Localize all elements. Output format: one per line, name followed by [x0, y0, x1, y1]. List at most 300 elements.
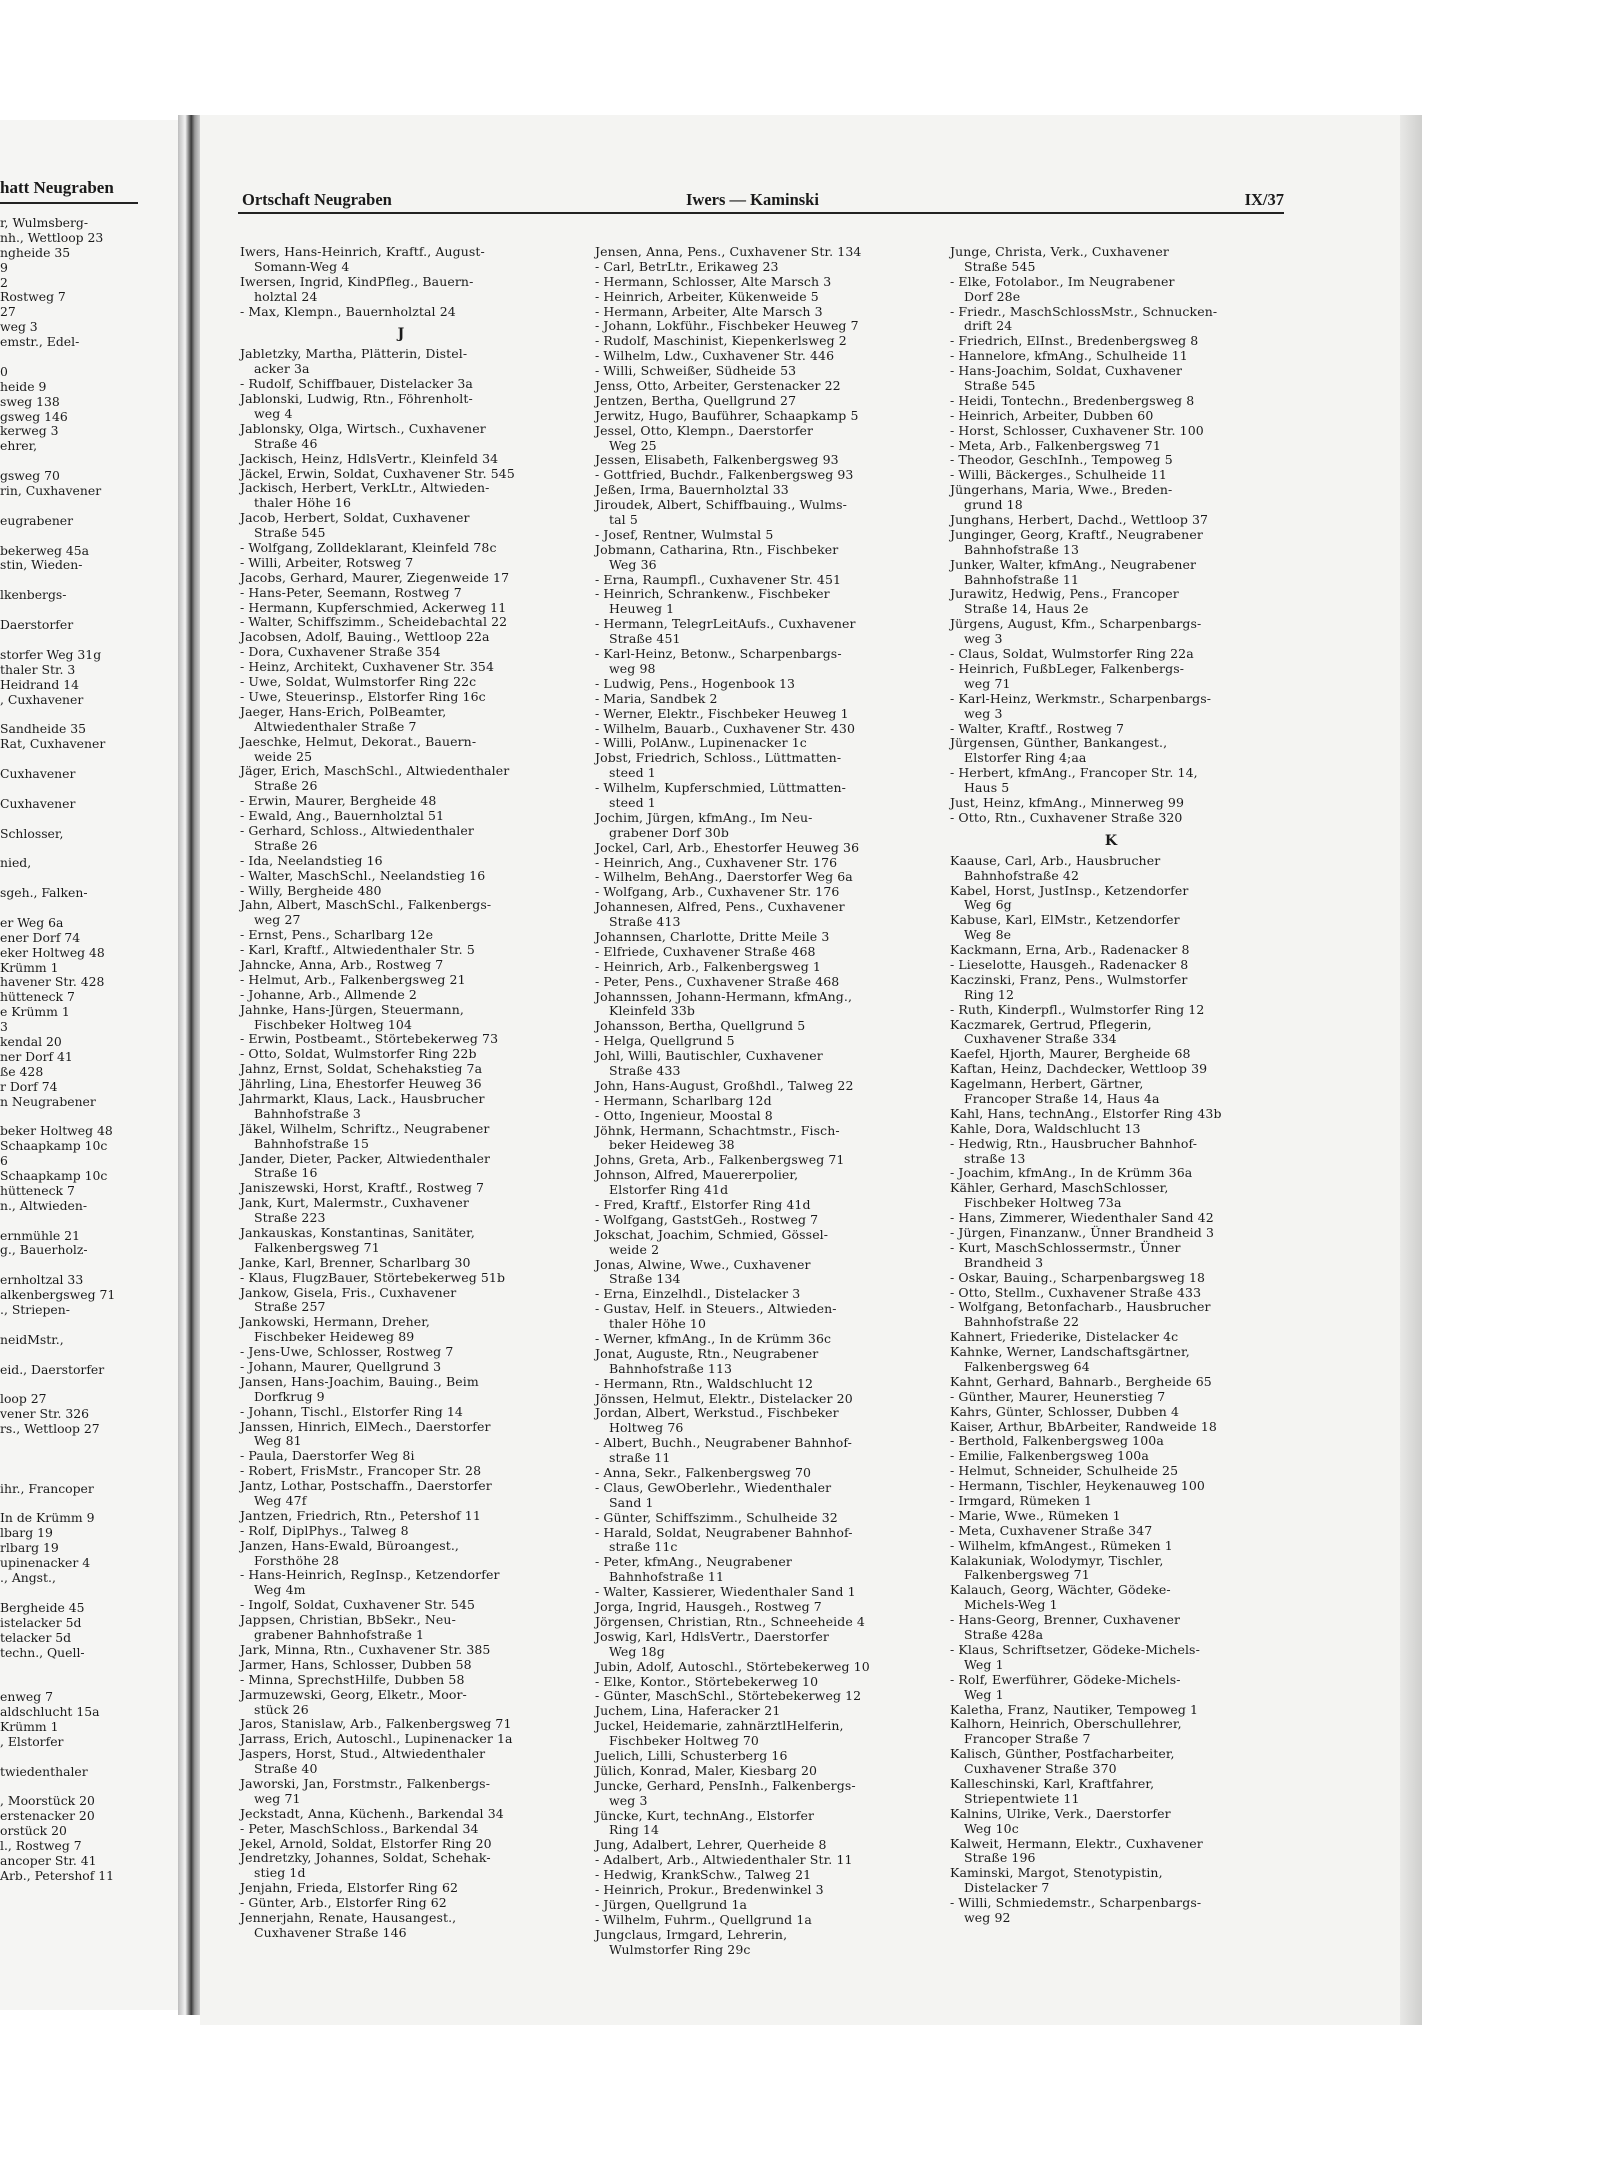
entry-continuation: weg 71: [254, 1790, 301, 1806]
directory-entry: Juncke, Gerhard, PensInh., Falkenbergs-: [595, 1777, 856, 1793]
left-fragment-line: Schlosser,: [0, 825, 64, 841]
entry-continuation: beker Heideweg 38: [609, 1137, 735, 1153]
left-fragment-line: [0, 603, 140, 618]
directory-entry: Kaiser, Arthur, BbArbeiter, Randweide 18: [950, 1418, 1217, 1434]
directory-entry: Kagelmann, Herbert, Gärtner,: [950, 1076, 1144, 1092]
entry-continuation: Francoper Straße 14, Haus 4a: [964, 1090, 1160, 1106]
entry-continuation: Distelacker 7: [964, 1880, 1050, 1896]
left-fragment-line: orstück 20: [0, 1823, 67, 1839]
page-edge: [1400, 115, 1422, 2025]
entry-continuation: weg 98: [609, 660, 656, 676]
directory-entry: Kalauch, Georg, Wächter, Gödeke-: [950, 1582, 1171, 1598]
directory-entry: Jendretzky, Johannes, Soldat, Schehak-: [240, 1850, 491, 1866]
directory-entry: - Otto, Ingenieur, Moostal 8: [595, 1107, 773, 1123]
directory-entry: - Heinrich, Ang., Cuxhavener Str. 176: [595, 854, 838, 870]
directory-entry: Kahrs, Günter, Schlosser, Dubben 4: [950, 1403, 1179, 1419]
directory-column-3: [950, 245, 1272, 1945]
left-fragment-line: Cuxhavener: [0, 765, 76, 781]
directory-entry: Jarmer, Hans, Schlosser, Dubben 58: [240, 1656, 472, 1672]
directory-entry: - Claus, Soldat, Wulmstorfer Ring 22a: [950, 646, 1194, 662]
directory-entry: Jahnke, Hans-Jürgen, Steuermann,: [240, 1001, 464, 1017]
directory-entry: - Gottfried, Buchdr., Falkenbergsweg 93: [595, 467, 854, 483]
directory-entry: John, Hans-August, Großhdl., Talweg 22: [595, 1077, 854, 1093]
left-fragment-line: [0, 1675, 140, 1690]
directory-entry: Jablonsky, Olga, Wirtsch., Cuxhavener: [240, 420, 486, 436]
directory-entry: - Heinz, Architekt, Cuxhavener Str. 354: [240, 659, 495, 675]
directory-entry: - Theodor, GeschInh., Tempoweg 5: [950, 452, 1173, 468]
directory-entry: Kaczmarek, Gertrud, Pflegerin,: [950, 1016, 1152, 1032]
entry-continuation: Straße 413: [609, 914, 681, 930]
left-fragment-line: hütteneck 7: [0, 989, 75, 1005]
directory-entry: Jank, Kurt, Malermstr., Cuxhavener: [240, 1195, 469, 1211]
left-fragment-line: Sandheide 35: [0, 721, 87, 737]
left-fragment-line: [0, 499, 140, 514]
left-page-text: [0, 216, 140, 1884]
directory-entry: Kahnert, Friederike, Distelacker 4c: [950, 1329, 1179, 1345]
directory-entry: - Walter, MaschSchl., Neelandstieg 16: [240, 867, 486, 883]
left-page-header: hatt Neugraben: [0, 178, 114, 197]
directory-entry: - Gustav, Helf. in Steuers., Altwieden-: [595, 1301, 837, 1317]
directory-entry: - Minna, SprechstHilfe, Dubben 58: [240, 1671, 465, 1687]
directory-entry: - Jürgen, Quellgrund 1a: [595, 1896, 748, 1912]
directory-entry: Jarrass, Erich, Autoschl., Lupinenacker 1a: [240, 1731, 513, 1747]
directory-entry: - Hedwig, Rtn., Hausbrucher Bahnhof-: [950, 1135, 1198, 1151]
entry-continuation: Weg 1: [964, 1686, 1004, 1702]
left-fragment-line: twiedenthaler: [0, 1763, 88, 1779]
directory-entry: Jappsen, Christian, BbSekr., Neu-: [240, 1612, 456, 1628]
entry-continuation: Bahnhofstraße 11: [964, 571, 1080, 587]
left-fragment-line: Rat, Cuxhavener: [0, 736, 106, 752]
directory-entry: - Rolf, DiplPhys., Talweg 8: [240, 1522, 409, 1538]
left-fragment-line: [0, 752, 140, 767]
directory-entry: Jacobsen, Adolf, Bauing., Wettloop 22a: [240, 629, 490, 645]
left-fragment-line: gsweg 146: [0, 408, 68, 424]
directory-entry: Jahncke, Anna, Arb., Rostweg 7: [240, 956, 444, 972]
directory-entry: Jeßen, Irma, Bauernholztal 33: [595, 482, 789, 498]
left-fragment-line: techn., Quell-: [0, 1644, 85, 1660]
directory-entry: - Karl, Kraftf., Altwiedenthaler Str. 5: [240, 942, 475, 958]
directory-entry: Jungclaus, Irmgard, Lehrerin,: [595, 1926, 788, 1942]
directory-entry: Kaczinski, Franz, Pens., Wulmstorfer: [950, 971, 1188, 987]
entry-continuation: Straße 451: [609, 631, 681, 647]
directory-entry: - Maria, Sandbek 2: [595, 690, 718, 706]
entry-continuation: Cuxhavener Straße 334: [964, 1031, 1117, 1047]
entry-continuation: Michels-Weg 1: [964, 1597, 1058, 1613]
entry-continuation: Elstorfer Ring 4;aa: [964, 750, 1087, 766]
left-fragment-line: , Moorstück 20: [0, 1793, 95, 1809]
directory-entry: Iwersen, Ingrid, KindPfleg., Bauern-: [240, 273, 474, 289]
directory-entry: - Hermann, TelegrLeitAufs., Cuxhavener: [595, 616, 856, 632]
directory-entry: - Herbert, kfmAng., Francoper Str. 14,: [950, 765, 1198, 781]
left-fragment-line: Arb., Petershof 11: [0, 1867, 115, 1883]
entry-continuation: Forsthöhe 28: [254, 1552, 340, 1568]
entry-continuation: grund 18: [964, 497, 1023, 513]
left-fragment-line: Rostweg 7: [0, 289, 66, 305]
entry-continuation: Falkenbergsweg 71: [964, 1567, 1090, 1583]
entry-continuation: stück 26: [254, 1701, 309, 1717]
entry-continuation: weg 4: [254, 406, 293, 422]
left-fragment-line: [0, 1377, 140, 1392]
directory-entry: Jürgensen, Günther, Bankangest.,: [950, 735, 1168, 751]
directory-entry: - Willi, PolAnw., Lupinenacker 1c: [595, 735, 807, 751]
directory-entry: Juelich, Lilli, Schusterberg 16: [595, 1747, 788, 1763]
directory-entry: - Willi, Schweißer, Südheide 53: [595, 363, 797, 379]
left-fragment-line: ner Dorf 41: [0, 1048, 73, 1064]
entry-continuation: Haus 5: [964, 780, 1010, 796]
directory-entry: Jöhnk, Hermann, Schachtmstr., Fisch-: [595, 1122, 840, 1138]
left-fragment-line: [0, 707, 140, 722]
directory-entry: Jenss, Otto, Arbeiter, Gerstenacker 22: [595, 378, 841, 394]
directory-entry: - Rolf, Ewerführer, Gödeke-Michels-: [950, 1671, 1181, 1687]
directory-entry: Kalakuniak, Wolodymyr, Tischler,: [950, 1552, 1164, 1568]
entry-continuation: Striepentwiete 11: [964, 1790, 1080, 1806]
directory-entry: Jessen, Elisabeth, Falkenbergsweg 93: [595, 452, 839, 468]
entry-continuation: Elstorfer Ring 41d: [609, 1182, 729, 1198]
directory-entry: Jankow, Gisela, Fris., Cuxhavener: [240, 1284, 457, 1300]
directory-entry: - Hans, Zimmerer, Wiedenthaler Sand 42: [950, 1210, 1214, 1226]
directory-entry: Jonat, Auguste, Rtn., Neugrabener: [595, 1345, 819, 1361]
directory-entry: Jacob, Herbert, Soldat, Cuxhavener: [240, 510, 470, 526]
directory-entry: - Werner, Elektr., Fischbeker Heuweg 1: [595, 705, 849, 721]
directory-entry: - Hermann, Tischler, Heykenauweg 100: [950, 1478, 1205, 1494]
left-fragment-line: ernholtzal 33: [0, 1272, 84, 1288]
entry-continuation: weg 3: [609, 1792, 648, 1808]
directory-entry: Janssen, Hinrich, ElMech., Daerstorfer: [240, 1418, 491, 1434]
left-fragment-line: lkenbergs-: [0, 587, 67, 603]
directory-entry: - Wilhelm, BehAng., Daerstorfer Weg 6a: [595, 869, 853, 885]
directory-entry: - Elke, Fotolabor., Im Neugrabener: [950, 273, 1175, 289]
directory-entry: - Günter, MaschSchl., Störtebekerweg 12: [595, 1688, 862, 1704]
entry-continuation: weg 3: [964, 705, 1003, 721]
left-fragment-line: In de Krümm 9: [0, 1510, 95, 1526]
directory-entry: Johns, Greta, Arb., Falkenbergsweg 71: [595, 1152, 845, 1168]
left-fragment-line: n., Altwieden-: [0, 1197, 88, 1213]
directory-entry: Jülich, Konrad, Maler, Kiesbarg 20: [595, 1762, 818, 1778]
directory-entry: Jaworski, Jan, Forstmstr., Falkenbergs-: [240, 1775, 491, 1791]
entry-continuation: Weg 25: [609, 437, 657, 453]
directory-entry: - Claus, GewOberlehr., Wiedenthaler: [595, 1479, 832, 1495]
directory-entry: - Wolfgang, GaststGeh., Rostweg 7: [595, 1211, 819, 1227]
directory-entry: Jaspers, Horst, Stud., Altwiedenthaler: [240, 1746, 486, 1762]
directory-entry: - Ruth, Kinderpfl., Wulmstorfer Ring 12: [950, 1001, 1205, 1017]
entry-continuation: holztal 24: [254, 288, 318, 304]
directory-entry: - Heinrich, Arbeiter, Dubben 60: [950, 407, 1154, 423]
directory-entry: - Anna, Sekr., Falkenbergsweg 70: [595, 1465, 812, 1481]
directory-entry: - Carl, BetrLtr., Erikaweg 23: [595, 258, 779, 274]
directory-entry: Jährling, Lina, Ehestorfer Heuweg 36: [240, 1076, 482, 1092]
left-fragment-line: alkenbergsweg 71: [0, 1287, 116, 1303]
directory-entry: - Hedwig, KrankSchw., Talweg 21: [595, 1867, 812, 1883]
entry-continuation: Heuweg 1: [609, 601, 675, 617]
directory-entry: - Hans-Joachim, Soldat, Cuxhavener: [950, 363, 1183, 379]
entry-continuation: Bahnhofstraße 15: [254, 1135, 370, 1151]
left-fragment-line: nh., Wettloop 23: [0, 229, 104, 245]
entry-continuation: Ring 12: [964, 986, 1015, 1002]
left-fragment-line: telacker 5d: [0, 1629, 72, 1645]
directory-entry: Kaletha, Franz, Nautiker, Tempoweg 1: [950, 1701, 1199, 1717]
page-header: [238, 186, 1284, 212]
directory-entry: Jäkel, Wilhelm, Schriftz., Neugrabener: [240, 1120, 490, 1136]
entry-continuation: Straße 223: [254, 1210, 326, 1226]
directory-entry: Jorga, Ingrid, Hausgeh., Rostweg 7: [595, 1599, 822, 1615]
entry-continuation: Weg 47f: [254, 1493, 307, 1509]
directory-entry: Jiroudek, Albert, Schiffbauing., Wulms-: [595, 497, 847, 513]
directory-entry: - Otto, Rtn., Cuxhavener Straße 320: [950, 809, 1183, 825]
directory-entry: - Willy, Bergheide 480: [240, 882, 382, 898]
directory-entry: Jahn, Albert, MaschSchl., Falkenbergs-: [240, 897, 492, 913]
directory-entry: - Albert, Buchh., Neugrabener Bahnhof-: [595, 1435, 852, 1451]
directory-entry: Jerwitz, Hugo, Bauführer, Schaapkamp 5: [595, 407, 859, 423]
entry-continuation: Fischbeker Holtweg 70: [609, 1733, 759, 1749]
entry-continuation: Straße 16: [254, 1165, 318, 1181]
directory-entry: - Uwe, Soldat, Wulmstorfer Ring 22c: [240, 674, 477, 690]
directory-entry: - Heinrich, Prokur., Bredenwinkel 3: [595, 1881, 824, 1897]
directory-entry: - Wolfgang, Zolldeklarant, Kleinfeld 78c: [240, 540, 497, 556]
directory-entry: Kalnins, Ulrike, Verk., Daerstorfer: [950, 1805, 1171, 1821]
directory-entry: - Lieselotte, Hausgeh., Radenacker 8: [950, 956, 1189, 972]
directory-entry: Kahnke, Werner, Landschaftsgärtner,: [950, 1344, 1190, 1360]
directory-entry: - Helga, Quellgrund 5: [595, 1033, 735, 1049]
directory-entry: - Werner, kfmAng., In de Krümm 36c: [595, 1331, 832, 1347]
left-fragment-line: nied,: [0, 855, 32, 871]
entry-continuation: Kleinfeld 33b: [609, 1003, 695, 1019]
entry-continuation: Weg 8e: [964, 927, 1012, 943]
entry-continuation: Straße 257: [254, 1299, 326, 1315]
directory-entry: Jürgens, August, Kfm., Scharpenbargs-: [950, 616, 1202, 632]
left-fragment-line: ernmühle 21: [0, 1227, 80, 1243]
directory-entry: - Wilhelm, Kupferschmied, Lüttmatten-: [595, 780, 846, 796]
left-fragment-line: [0, 812, 140, 827]
header-name-range: Iwers — Kaminski: [686, 190, 819, 209]
directory-entry: - Willi, Arbeiter, Rotsweg 7: [240, 554, 414, 570]
directory-entry: - Otto, Stellm., Cuxhavener Straße 433: [950, 1284, 1202, 1300]
left-fragment-line: storfer Weg 31g: [0, 646, 102, 662]
entry-continuation: Straße 545: [964, 258, 1036, 274]
directory-entry: Jaeger, Hans-Erich, PolBeamter,: [240, 703, 447, 719]
left-fragment-line: 27: [0, 304, 16, 320]
directory-entry: - Friedrich, ElInst., Bredenbergsweg 8: [950, 333, 1199, 349]
directory-entry: Jansen, Hans-Joachim, Bauing., Beim: [240, 1373, 479, 1389]
directory-entry: - Ingolf, Soldat, Cuxhavener Str. 545: [240, 1597, 476, 1613]
left-fragment-line: havener Str. 428: [0, 974, 105, 990]
left-fragment-line: hütteneck 7: [0, 1182, 75, 1198]
entry-continuation: Altwiedenthaler Straße 7: [254, 718, 417, 734]
directory-entry: - Emilie, Falkenbergsweg 100a: [950, 1448, 1149, 1464]
directory-entry: Jentzen, Bertha, Quellgrund 27: [595, 392, 797, 408]
directory-entry: - Peter, kfmAng., Neugrabener: [595, 1554, 793, 1570]
left-fragment-line: , Cuxhavener: [0, 691, 84, 707]
entry-continuation: Straße 134: [609, 1271, 681, 1287]
directory-entry: - Hermann, Rtn., Waldschlucht 12: [595, 1375, 814, 1391]
directory-entry: - Wilhelm, kfmAngest., Rümeken 1: [950, 1537, 1173, 1553]
left-fragment-line: emstr., Edel-: [0, 334, 80, 350]
entry-continuation: Weg 4m: [254, 1582, 306, 1598]
directory-entry: Junge, Christa, Verk., Cuxhavener: [950, 244, 1169, 259]
left-fragment-line: n Neugrabener: [0, 1093, 96, 1109]
entry-continuation: Bahnhofstraße 11: [609, 1569, 725, 1585]
directory-entry: - Erna, Raumpfl., Cuxhavener Str. 451: [595, 571, 842, 587]
directory-entry: Kalisch, Günther, Postfacharbeiter,: [950, 1746, 1175, 1762]
left-fragment-line: [0, 454, 140, 469]
entry-continuation: Bahnhofstraße 113: [609, 1360, 733, 1376]
entry-continuation: Bahnhofstraße 13: [964, 541, 1080, 557]
left-fragment-line: weg 3: [0, 319, 38, 335]
directory-entry: - Dora, Cuxhavener Straße 354: [240, 644, 441, 660]
left-fragment-line: ngheide 35: [0, 244, 71, 260]
directory-entry: - Johann, Tischl., Elstorfer Ring 14: [240, 1403, 463, 1419]
directory-entry: Jessel, Otto, Klempn., Daerstorfer: [595, 422, 814, 438]
directory-entry: Jensen, Anna, Pens., Cuxhavener Str. 134: [595, 244, 862, 259]
directory-entry: Kahle, Dora, Waldschlucht 13: [950, 1120, 1141, 1136]
entry-continuation: Holtweg 76: [609, 1420, 684, 1436]
directory-entry: Junker, Walter, kfmAng., Neugrabener: [950, 556, 1197, 572]
left-fragment-line: eugrabener: [0, 512, 74, 528]
left-fragment-line: l., Rostweg 7: [0, 1838, 82, 1854]
directory-entry: Jönssen, Helmut, Elektr., Distelacker 20: [595, 1390, 853, 1406]
directory-entry: - Elfriede, Cuxhavener Straße 468: [595, 943, 816, 959]
entry-continuation: Straße 26: [254, 837, 318, 853]
directory-entry: Jekel, Arnold, Soldat, Elstorfer Ring 20: [240, 1835, 492, 1851]
directory-entry: - Kurt, MaschSchlossermstr., Ünner: [950, 1239, 1181, 1255]
directory-entry: Iwers, Hans-Heinrich, Kraftf., August-: [240, 244, 485, 259]
entry-continuation: Weg 36: [609, 556, 657, 572]
entry-continuation: Somann-Weg 4: [254, 258, 350, 274]
directory-entry: - Heinrich, Schrankenw., Fischbeker: [595, 586, 830, 602]
left-fragment-line: r Dorf 74: [0, 1078, 58, 1094]
left-fragment-line: Daerstorfer: [0, 617, 74, 633]
directory-entry: - Erwin, Maurer, Bergheide 48: [240, 793, 437, 809]
entry-continuation: Weg 1: [964, 1656, 1004, 1672]
directory-entry: Kalhorn, Heinrich, Oberschullehrer,: [950, 1716, 1182, 1732]
directory-entry: - Meta, Cuxhavener Straße 347: [950, 1522, 1153, 1538]
left-fragment-line: ., Angst.,: [0, 1570, 56, 1586]
directory-column-2: [595, 244, 917, 1957]
directory-entry: Jochim, Jürgen, kfmAng., Im Neu-: [595, 809, 813, 825]
left-fragment-line: kerweg 3: [0, 423, 59, 439]
directory-entry: Jobmann, Catharina, Rtn., Fischbeker: [595, 541, 839, 557]
directory-entry: Jahrmarkt, Klaus, Lack., Hausbrucher: [240, 1090, 485, 1106]
left-page-fragment: [0, 120, 180, 2010]
directory-entry: Kalleschinski, Karl, Kraftfahrer,: [950, 1775, 1155, 1791]
left-fragment-line: rlbarg 19: [0, 1540, 59, 1556]
entry-continuation: drift 24: [964, 318, 1013, 334]
entry-continuation: Straße 545: [964, 378, 1036, 394]
left-fragment-line: neidMstr.,: [0, 1331, 64, 1347]
left-fragment-line: [0, 350, 140, 365]
left-fragment-line: [0, 1452, 140, 1467]
left-fragment-line: [0, 901, 140, 916]
left-fragment-line: kendal 20: [0, 1033, 62, 1049]
left-fragment-line: gsweg 70: [0, 468, 60, 484]
directory-entry: Johannesen, Alfred, Pens., Cuxhavener: [595, 899, 845, 915]
directory-entry: - Wilhelm, Ldw., Cuxhavener Str. 446: [595, 348, 835, 364]
entry-continuation: thaler Höhe 16: [254, 495, 352, 511]
entry-continuation: Straße 14, Haus 2e: [964, 601, 1089, 617]
directory-entry: - Rudolf, Maschinist, Kiepenkerlsweg 2: [595, 333, 847, 349]
left-fragment-line: loop 27: [0, 1391, 47, 1407]
left-fragment-line: [0, 1109, 140, 1124]
directory-entry: Jander, Dieter, Packer, Altwiedenthaler: [240, 1150, 491, 1166]
directory-entry: Johansson, Bertha, Quellgrund 5: [595, 1018, 806, 1034]
directory-entry: Jäger, Erich, MaschSchl., Altwiedenthaler: [240, 763, 510, 779]
directory-entry: - Hannelore, kfmAng., Schulheide 11: [950, 348, 1188, 364]
directory-entry: - Ida, Neelandstieg 16: [240, 852, 383, 868]
entry-continuation: Straße 545: [254, 525, 326, 541]
directory-entry: Jüncke, Kurt, technAng., Elstorfer: [595, 1807, 815, 1823]
entry-continuation: Weg 18g: [609, 1643, 665, 1659]
directory-entry: - Günter, Arb., Elstorfer Ring 62: [240, 1895, 447, 1911]
entry-continuation: steed 1: [609, 794, 656, 810]
left-fragment-line: [0, 1497, 140, 1512]
left-fragment-line: 0: [0, 363, 8, 379]
directory-entry: - Johann, Lokführ., Fischbeker Heuweg 7: [595, 318, 859, 334]
directory-entry: Jahnz, Ernst, Soldat, Schehakstieg 7a: [240, 1061, 483, 1077]
left-fragment-line: Cuxhavener: [0, 795, 76, 811]
entry-continuation: grabener Dorf 30b: [609, 824, 729, 840]
directory-entry: - Walter, Kassierer, Wiedenthaler Sand 1: [595, 1584, 856, 1600]
directory-entry: - Uwe, Steuerinsp., Elstorfer Ring 16c: [240, 688, 486, 704]
directory-entry: - Ewald, Ang., Bauernholztal 51: [240, 808, 445, 824]
directory-entry: - Erwin, Postbeamt., Störtebekerweg 73: [240, 1031, 499, 1047]
directory-entry: Jurawitz, Hedwig, Pens., Francoper: [950, 586, 1179, 602]
left-header-rule: [0, 202, 138, 204]
directory-entry: - Adalbert, Arb., Altwiedenthaler Str. 11: [595, 1852, 853, 1868]
directory-entry: - Paula, Daerstorfer Weg 8i: [240, 1448, 415, 1464]
directory-entry: Jablonski, Ludwig, Rtn., Föhrenholt-: [240, 391, 473, 407]
directory-entry: - Joachim, kfmAng., In de Krümm 36a: [950, 1165, 1193, 1181]
directory-entry: Johnson, Alfred, Mauererpolier,: [595, 1167, 799, 1183]
directory-entry: Juchem, Lina, Haferacker 21: [595, 1703, 781, 1719]
directory-entry: Jennerjahn, Renate, Hausangest.,: [240, 1909, 457, 1925]
directory-entry: Jobst, Friedrich, Schloss., Lüttmatten-: [595, 750, 842, 766]
entry-continuation: Straße 428a: [964, 1627, 1044, 1643]
directory-entry: Kackmann, Erna, Arb., Radenacker 8: [950, 942, 1190, 958]
left-fragment-line: ., Striepen-: [0, 1302, 70, 1318]
directory-entry: - Willi, Schmiedemstr., Scharpenbargs-: [950, 1895, 1202, 1911]
entry-continuation: Weg 10c: [964, 1820, 1019, 1836]
directory-entry: Juckel, Heidemarie, zahnärztlHelferin,: [595, 1718, 844, 1734]
entry-continuation: stieg 1d: [254, 1865, 306, 1881]
left-fragment-line: Bergheide 45: [0, 1599, 85, 1615]
left-fragment-line: 6: [0, 1153, 8, 1169]
directory-entry: Kaminski, Margot, Stenotypistin,: [950, 1865, 1163, 1881]
directory-entry: Junginger, Georg, Kraftf., Neugrabener: [950, 526, 1203, 542]
entry-continuation: weg 27: [254, 912, 301, 928]
directory-entry: Jantzen, Friedrich, Rtn., Petershof 11: [240, 1507, 481, 1523]
directory-entry: - Fred, Kraftf., Elstorfer Ring 41d: [595, 1197, 811, 1212]
entry-continuation: Straße 46: [254, 435, 318, 451]
entry-continuation: Wulmstorfer Ring 29c: [609, 1941, 751, 1957]
left-fragment-line: r, Wulmsberg-: [0, 215, 89, 230]
left-fragment-line: sweg 138: [0, 393, 60, 409]
directory-entry: - Jens-Uwe, Schlosser, Rostweg 7: [240, 1344, 454, 1360]
directory-entry: - Hans-Georg, Brenner, Cuxhavener: [950, 1612, 1181, 1628]
left-fragment-line: enweg 7: [0, 1689, 54, 1705]
header-locality: Ortschaft Neugraben: [242, 190, 392, 209]
directory-entry: Johannssen, Johann-Hermann, kfmAng.,: [595, 988, 853, 1004]
directory-entry: Jaros, Stanislaw, Arb., Falkenbergsweg 71: [240, 1716, 512, 1732]
left-fragment-line: Schaapkamp 10c: [0, 1138, 108, 1154]
left-fragment-line: vener Str. 326: [0, 1406, 90, 1422]
left-fragment-line: [0, 633, 140, 648]
directory-entry: Kalweit, Hermann, Elektr., Cuxhavener: [950, 1835, 1203, 1851]
directory-entry: Kaftan, Heinz, Dachdecker, Wettloop 39: [950, 1061, 1208, 1077]
entry-continuation: straße 11c: [609, 1539, 678, 1555]
directory-entry: Just, Heinz, kfmAng., Minnerweg 99: [950, 794, 1185, 810]
directory-entry: Jeckstadt, Anna, Küchenh., Barkendal 34: [240, 1805, 504, 1821]
left-fragment-line: beker Holtweg 48: [0, 1123, 113, 1139]
left-fragment-line: Krümm 1: [0, 959, 59, 975]
